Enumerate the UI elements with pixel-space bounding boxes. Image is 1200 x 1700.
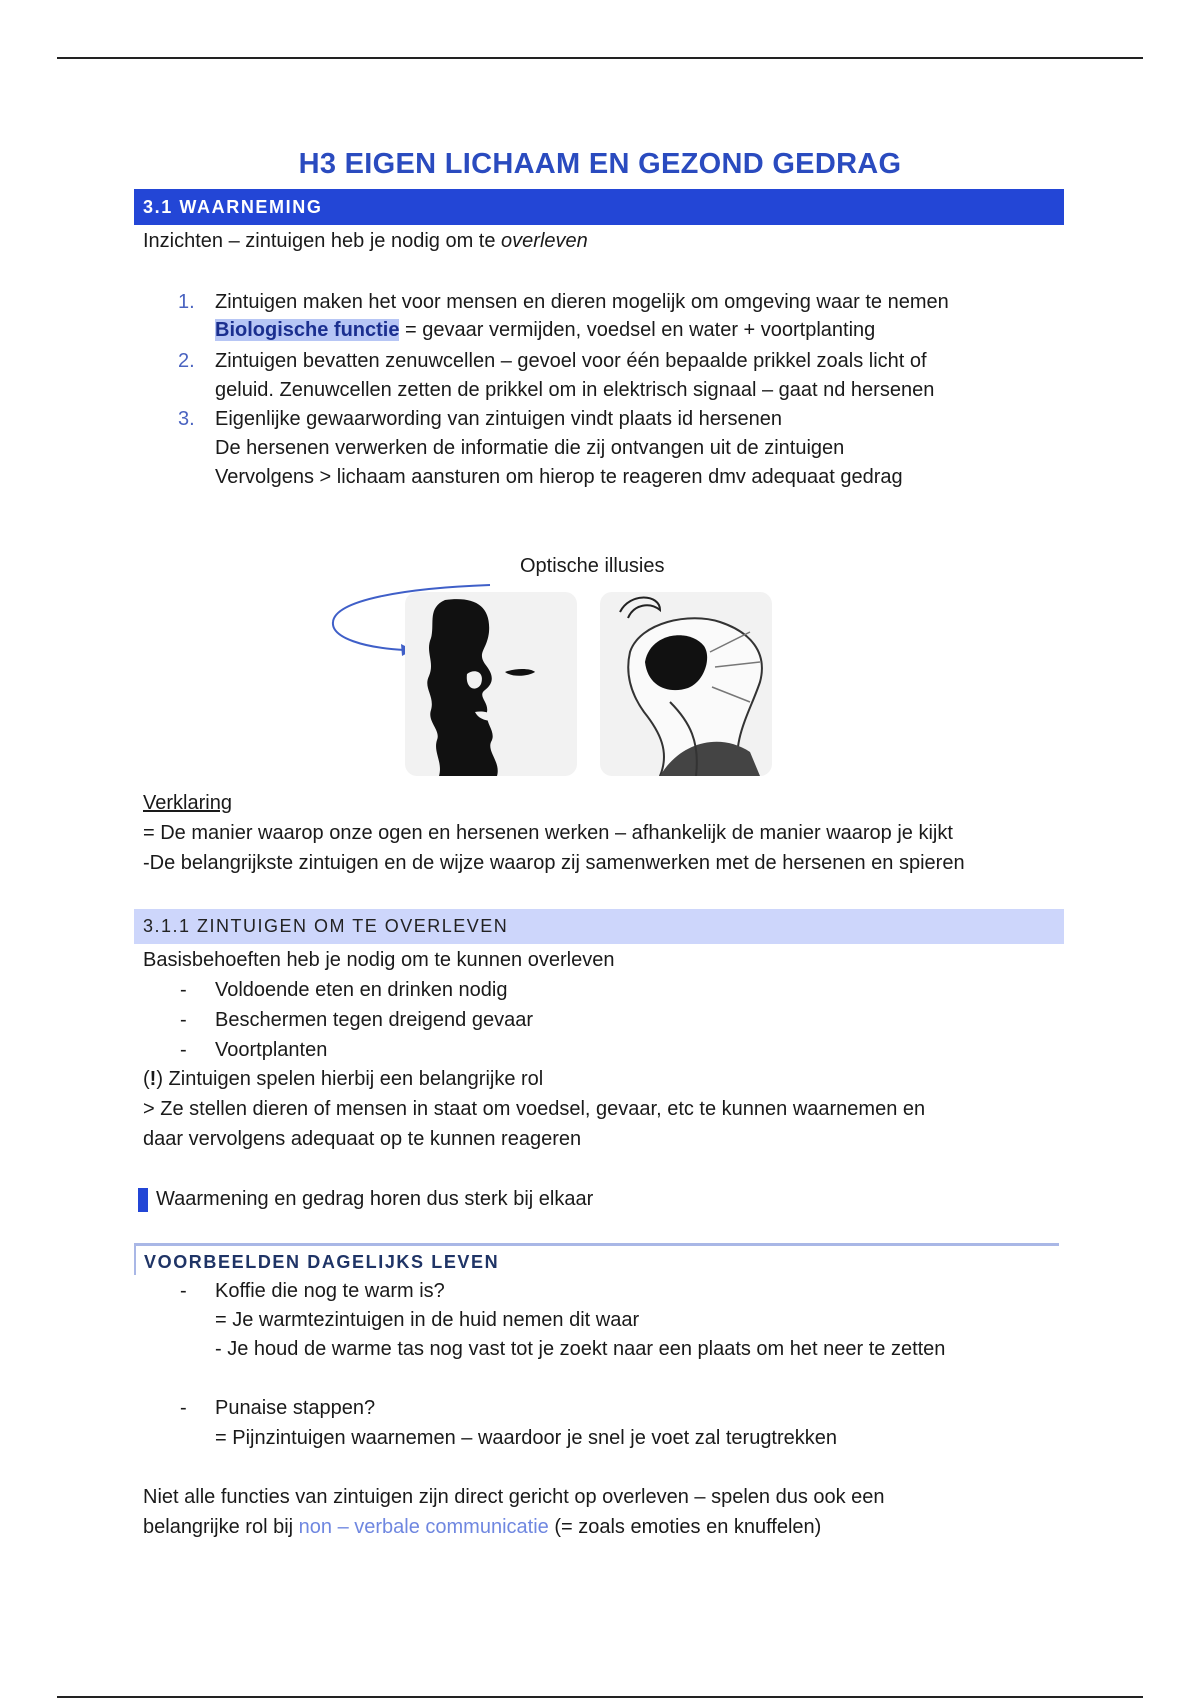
list-item-3-line-1: Eigenlijke gewaarwording van zintuigen vindt plaats id hersenen xyxy=(215,408,783,430)
verklaring-line-1: = De manier waarop onze ogen en hersenen werken – afhankelijk de manier waarop je kijkt xyxy=(143,822,953,844)
verklaring-line-2: -De belangrijkste zintuigen en de wijze waarop zij samenwerken met de hersenen en spieren xyxy=(143,852,965,874)
figure-caption: Optische illusies xyxy=(520,555,665,577)
list-number: 3. xyxy=(178,408,195,430)
callout-marker xyxy=(138,1188,148,1212)
example-2-line-1: = Pijnzintuigen waarnemen – waardoor je snel je voet zal terugtrekken xyxy=(215,1427,838,1449)
bullet-item: Voldoende eten en drinken nodig xyxy=(215,979,508,1001)
example-1-line-2: - Je houd de warme tas nog vast tot je zoekt naar een plaats om het neer te zetten xyxy=(215,1338,946,1360)
section-heading-waarneming: 3.1 WAARNEMING xyxy=(134,189,1064,225)
closing-line-2: belangrijke rol bij non – verbale communicatie (= zoals emoties en knuffelen) xyxy=(143,1516,822,1538)
section-heading-zintuigen: 3.1.1 ZINTUIGEN OM TE OVERLEVEN xyxy=(134,909,1064,944)
example-2-title: Punaise stappen? xyxy=(215,1397,376,1419)
page-title: H3 EIGEN LICHAAM EN GEZOND GEDRAG xyxy=(298,148,902,180)
example-1-title: Koffie die nog te warm is? xyxy=(215,1280,445,1302)
closing-line-1: Niet alle functies van zintuigen zijn direct gericht op overleven – spelen dus ook een xyxy=(143,1486,885,1508)
bottom-rule xyxy=(57,1696,1143,1698)
illusion-face-saxophone xyxy=(405,592,577,776)
illusion-old-young-woman xyxy=(600,592,772,776)
explanation-line-1: > Ze stellen dieren of mensen in staat om voedsel, gevaar, etc te kunnen waarnemen en xyxy=(143,1098,926,1120)
note-line: (!) Zintuigen spelen hierbij een belangrijke rol xyxy=(143,1068,544,1090)
bullet-dash: - xyxy=(180,1009,187,1031)
example-1-line-1: = Je warmtezintuigen in de huid nemen dit waar xyxy=(215,1309,640,1331)
non-verbal-link[interactable]: non – verbale communicatie xyxy=(298,1516,549,1538)
list-item-3-line-3: Vervolgens > lichaam aansturen om hierop te reageren dmv adequaat gedrag xyxy=(215,466,903,488)
list-item-2-line-2: geluid. Zenuwcellen zetten de prikkel om in elektrisch signaal – gaat nd hersenen xyxy=(215,379,935,401)
bullet-dash: - xyxy=(180,1280,187,1302)
verklaring-label: Verklaring xyxy=(143,792,232,814)
explanation-line-2: daar vervolgens adequaat op te kunnen reageren xyxy=(143,1128,582,1150)
list-item-1-line-1: Zintuigen maken het voor mensen en dieren mogelijk om omgeving waar te nemen xyxy=(215,291,949,313)
list-item-2-line-1: Zintuigen bevatten zenuwcellen – gevoel voor één bepaalde prikkel zoals licht of xyxy=(215,350,927,372)
list-item-1-line-2: Biologische functie = gevaar vermijden, voedsel en water + voortplanting xyxy=(215,319,876,341)
section-2-intro: Basisbehoeften heb je nodig om te kunnen overleven xyxy=(143,949,615,971)
top-rule xyxy=(57,57,1143,59)
callout-text: Waarmening en gedrag horen dus sterk bij elkaar xyxy=(156,1188,594,1210)
list-number: 2. xyxy=(178,350,195,372)
bullet-dash: - xyxy=(180,1397,187,1419)
section-heading-voorbeelden: VOORBEELDEN DAGELIJKS LEVEN xyxy=(134,1243,1059,1275)
bullet-item: Voortplanten xyxy=(215,1039,328,1061)
bullet-dash: - xyxy=(180,979,187,1001)
bullet-dash: - xyxy=(180,1039,187,1061)
list-item-3-line-2: De hersenen verwerken de informatie die zij ontvangen uit de zintuigen xyxy=(215,437,845,459)
bullet-item: Beschermen tegen dreigend gevaar xyxy=(215,1009,533,1031)
intro-line: Inzichten – zintuigen heb je nodig om te overleven xyxy=(143,230,588,252)
list-number: 1. xyxy=(178,291,195,313)
